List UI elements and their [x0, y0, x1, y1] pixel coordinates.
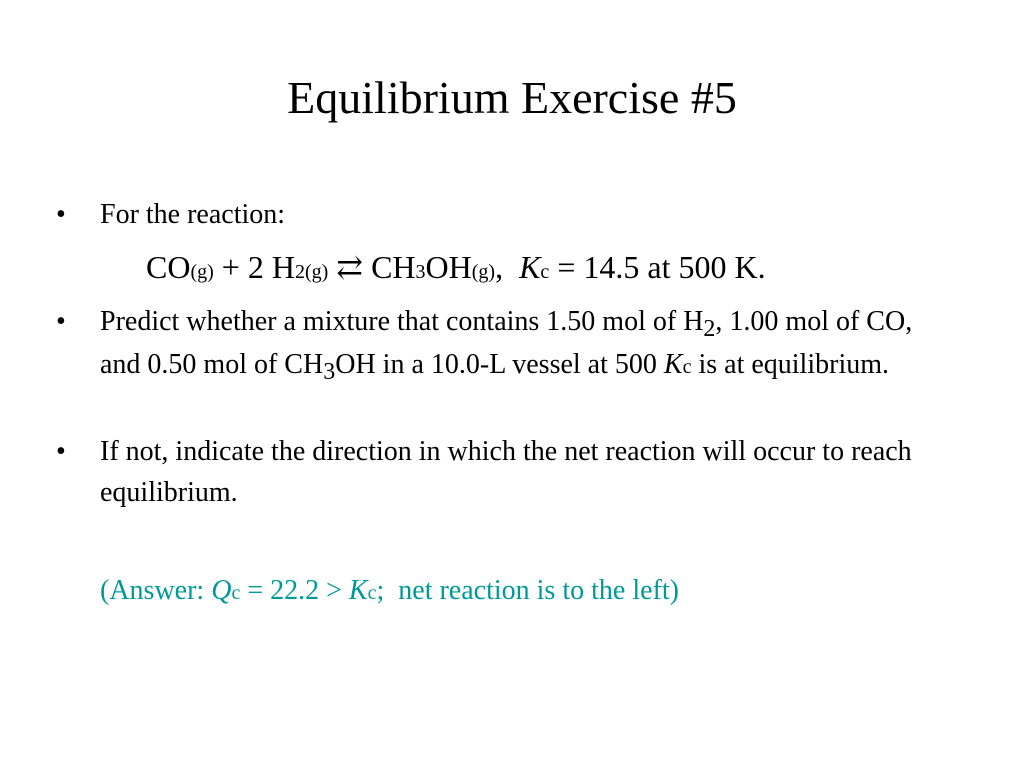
bullet-marker: •: [56, 199, 66, 230]
equation-ch: CH: [371, 249, 416, 285]
equation-k: K: [519, 249, 541, 285]
bullet-marker: •: [56, 306, 66, 337]
bullet-text: For the reaction:: [100, 199, 286, 230]
prediction-part1: Predict whether a mixture that contains 1.50 mol of H: [100, 306, 704, 337]
prediction-part3: OH in a 10.0-L vessel at 500: [335, 349, 664, 380]
bullet-marker: •: [56, 436, 66, 467]
bullet-text: [100, 301, 956, 388]
equation-co: CO: [146, 249, 191, 285]
prediction-h2-sub: 2: [703, 316, 716, 342]
prediction-part4: is at equilibrium.: [691, 349, 889, 380]
equation-comma: ,: [495, 249, 520, 285]
equation-kc-value: = 14.5 at 500 K.: [549, 249, 766, 285]
equation-h2-sub: 2(g): [294, 261, 329, 283]
answer-k-sub: c: [367, 582, 377, 604]
answer-line: [100, 570, 679, 614]
equilibrium-arrow: ⇄: [328, 249, 372, 285]
slide-title: Equilibrium Exercise #5: [287, 72, 737, 123]
answer-q-sub: c: [231, 582, 241, 604]
answer-middle: = 22.2 >: [240, 575, 349, 606]
answer-k: K: [348, 575, 368, 606]
equation-sub3: 3: [415, 261, 426, 283]
equation-plus-h: + 2 H: [213, 249, 295, 285]
equation-oh: OH: [425, 249, 472, 285]
answer-q: Q: [211, 575, 232, 606]
reaction-equation: [146, 245, 766, 294]
answer-open: (Answer:: [100, 575, 212, 606]
prediction-k-sub: c: [682, 356, 692, 378]
answer-close: ; net reaction is to the left): [376, 575, 679, 606]
equation-phase-g2: (g): [471, 261, 496, 283]
prediction-k: K: [663, 349, 683, 380]
equation-k-sub: c: [540, 261, 550, 283]
bullet-text: If not, indicate the direction in which the net reaction will occur to reach equilibrium.: [100, 436, 912, 508]
prediction-ch3-sub: 3: [323, 359, 336, 385]
prediction-part2: , 1.00 mol of CO, and 0.50 mol of CH: [100, 306, 913, 380]
equation-phase-g: (g): [190, 261, 214, 283]
